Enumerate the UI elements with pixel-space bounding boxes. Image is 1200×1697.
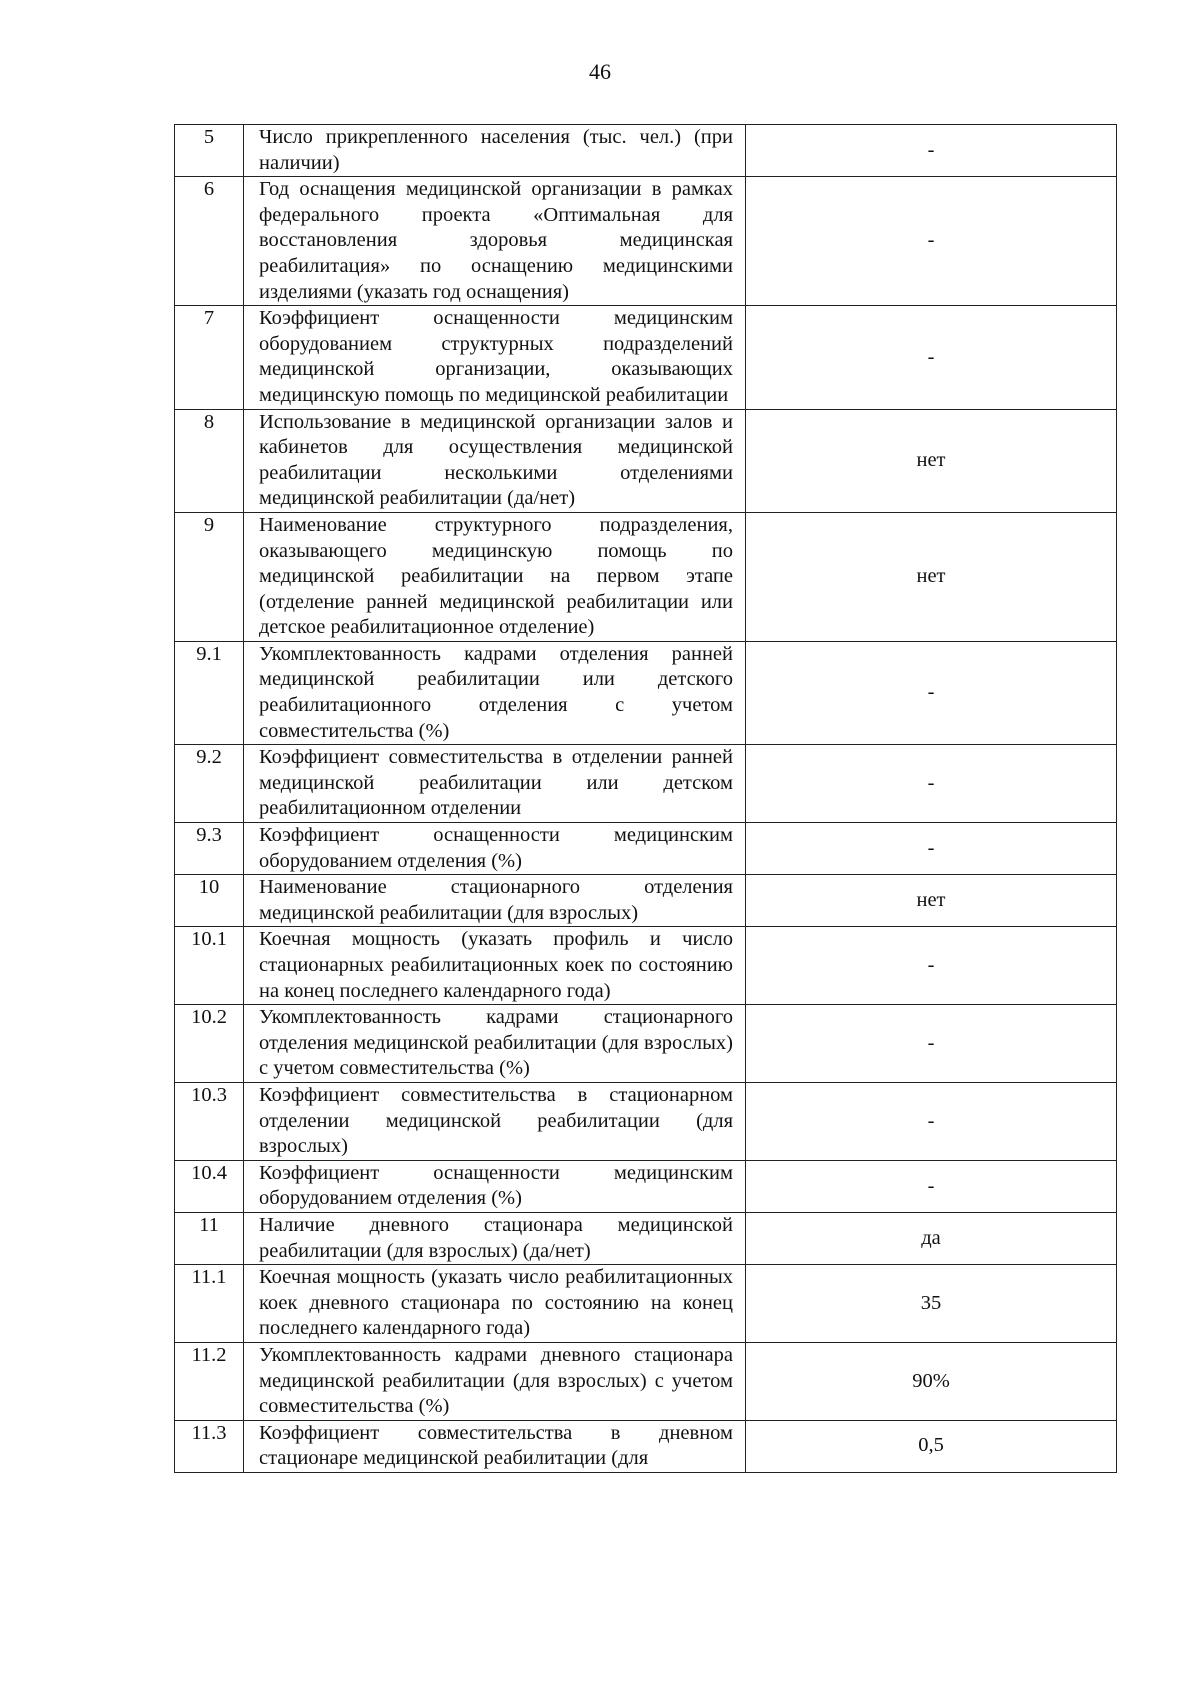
table-row [175,177,1117,306]
row-value: да [746,1212,1117,1264]
row-description-text: Коечная мощность (указать число реабилитационных коек дневного стационара по состоянию на конец последнего календарного года) [259,1266,733,1340]
row-description-text: Коэффициент оснащенности медицинским оборудованием отделения (%) [259,824,733,872]
row-value: - [746,125,1117,177]
row-description-text: Наименование структурного подразделения, оказывающего медицинскую помощь по медицинской реабилитации на первом этапе (отделение ранней медицинской реабилитации или детское реабилитационное отделение) [259,513,733,639]
table-row [175,927,1117,1005]
row-value: - [746,1160,1117,1212]
table-row [175,125,1117,177]
table-row [175,512,1117,641]
row-description [244,1342,746,1420]
row-number: 9.2 [175,745,244,823]
row-description-text: Число прикрепленного населения (тыс. чел.) (при наличии) [259,126,733,174]
row-number: 9 [175,512,244,641]
table-row [175,745,1117,823]
row-number: 9.3 [175,823,244,875]
row-value: нет [746,875,1117,927]
row-number: 11.2 [175,1342,244,1420]
row-description [244,641,746,744]
row-value: 0,5 [746,1420,1117,1472]
table-row [175,875,1117,927]
table-row [175,823,1117,875]
row-number: 10.2 [175,1005,244,1083]
table-row [175,1005,1117,1083]
row-number: 11.3 [175,1420,244,1472]
row-description-text: Наличие дневного стационара медицинской реабилитации (для взрослых) (да/нет) [259,1213,733,1262]
row-description-text: Коэффициент совместительства в дневном стационаре медицинской реабилитации (для [259,1421,733,1470]
row-description-text: Использование в медицинской организации залов и кабинетов для осуществления медицинской реабилитации несколькими отделениями медицинской реабилитации (да/нет) [259,410,733,510]
table-row [175,1212,1117,1264]
row-value: - [746,641,1117,744]
row-description-text: Коэффициент совместительства в отделении ранней медицинской реабилитации или детском реабилитационном отделении [259,746,733,820]
row-description [244,1082,746,1160]
table-row [175,306,1117,409]
row-value: нет [746,409,1117,512]
row-number: 11 [175,1212,244,1264]
indicators-table [174,124,1117,1473]
row-description [244,306,746,409]
row-description-text: Укомплектованность кадрами дневного стационара медицинской реабилитации (для взрослых) с учетом совместительства (%) [259,1343,733,1418]
row-description-text: Укомплектованность кадрами стационарного отделения медицинской реабилитации (для взрослых) с учетом совместительства (%) [259,1006,733,1080]
row-description-text: Укомплектованность кадрами отделения ранней медицинской реабилитации или детского реабилитационного отделения с учетом совместительства (%) [259,642,733,742]
row-number: 8 [175,409,244,512]
row-value: нет [746,512,1117,641]
row-value: 35 [746,1265,1117,1343]
row-description [244,823,746,875]
row-description-text: Коэффициент оснащенности медицинским оборудованием отделения (%) [259,1161,733,1210]
row-value: - [746,306,1117,409]
page-number: 46 [589,59,611,84]
row-description [244,512,746,641]
table-row [175,641,1117,744]
row-description [244,125,746,177]
row-description [244,1265,746,1343]
row-value: - [746,745,1117,823]
row-description [244,1005,746,1083]
row-value: - [746,927,1117,1005]
row-number: 9.1 [175,641,244,744]
table-row [175,1160,1117,1212]
row-description [244,409,746,512]
table-row [175,1420,1117,1472]
row-description [244,1212,746,1264]
table-row [175,409,1117,512]
row-description [244,177,746,306]
row-number: 10.4 [175,1160,244,1212]
row-number: 10.3 [175,1082,244,1160]
row-value: - [746,1082,1117,1160]
row-number: 5 [175,125,244,177]
row-description [244,927,746,1005]
row-description [244,1160,746,1212]
row-description [244,745,746,823]
table-body [175,125,1117,1473]
row-number: 7 [175,306,244,409]
row-value: - [746,823,1117,875]
row-description-text: Коэффициент совместительства в стационарном отделении медицинской реабилитации (для взрослых) [259,1083,733,1158]
table-row [175,1342,1117,1420]
row-description-text: Коэффициент оснащенности медицинским оборудованием структурных подразделений медицинской организации, оказывающих медицинскую помощь по медицинской реабилитации [259,307,733,406]
row-description [244,1420,746,1472]
row-number: 10.1 [175,927,244,1005]
table-row [175,1265,1117,1343]
row-number: 11.1 [175,1265,244,1343]
row-number: 6 [175,177,244,306]
row-number: 10 [175,875,244,927]
row-value: - [746,1005,1117,1083]
row-description-text: Год оснащения медицинской организации в рамках федерального проекта «Оптимальная для восстановления здоровья медицинская реабилитация» по оснащению медицинскими изделиями (указать год оснащения) [259,178,733,303]
row-description [244,875,746,927]
row-value: - [746,177,1117,306]
table-row [175,1082,1117,1160]
row-value: 90% [746,1342,1117,1420]
row-description-text: Наименование стационарного отделения медицинской реабилитации (для взрослых) [259,876,733,924]
row-description-text: Коечная мощность (указать профиль и число стационарных реабилитационных коек по состоянию на конец последнего календарного года) [259,928,733,1002]
